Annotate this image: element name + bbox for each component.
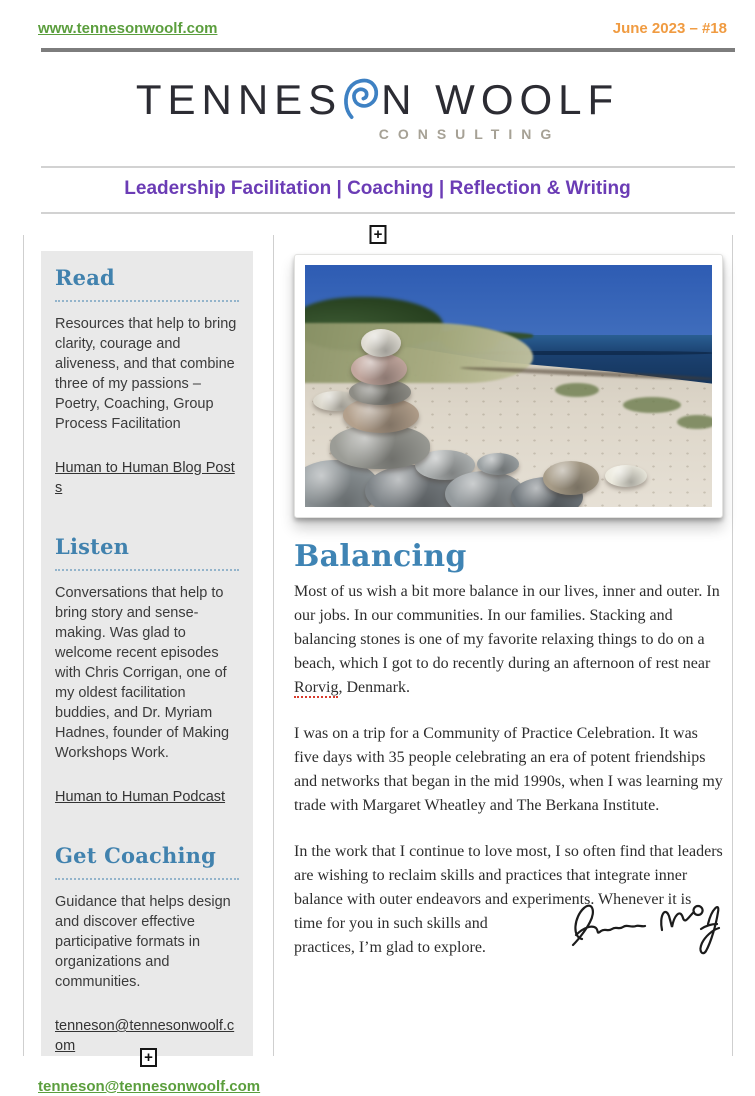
sidebar-section-read bbox=[55, 265, 239, 498]
sidebar-section-listen bbox=[55, 534, 239, 807]
dune-grass bbox=[305, 323, 533, 383]
section-body: Guidance that helps design and discover effective participative formats in organizations and communities. bbox=[55, 894, 231, 990]
cairn-stone bbox=[351, 353, 407, 385]
header-bar bbox=[0, 0, 755, 48]
article-title: Balancing bbox=[294, 539, 467, 574]
misspelled-word: Rorvig bbox=[294, 679, 339, 696]
logo-subtitle: CONSULTING bbox=[378, 126, 561, 142]
section-body: Conversations that help to bring story and sense-making. Was glad to welcome recent episodes with Chris Corrigan, one of my oldest facilitation buddies, and Dr. Myriam Hadnes, founder of Making Workshops Work. bbox=[55, 585, 230, 761]
article-paragraph: I was on a trip for a Community of Practice Celebration. It was five days with 35 people celebrating an era of potent friendships and networks that began in the mid 1990s, when I was learning my trade with Margaret Wheatley and The Berkana Institute. bbox=[294, 725, 723, 814]
website-link[interactable]: www.tennesonwoolf.com bbox=[38, 20, 218, 37]
issue-date-label: June 2023 – #18 bbox=[612, 20, 727, 37]
section-heading: Read bbox=[55, 265, 239, 302]
sidebar bbox=[41, 251, 253, 1056]
paragraph-text: Most of us wish a bit more balance in our lives, inner and outer. In our jobs. In our communities. In our families. Stacking and balancing stones is one of my favorite relaxing things to do on a beach, which I got to do recently during an afternoon of rest near bbox=[294, 583, 720, 672]
logo bbox=[0, 72, 755, 142]
grass-tuft bbox=[623, 397, 681, 413]
article-column bbox=[274, 235, 732, 1056]
paragraph-text: , Denmark. bbox=[338, 679, 410, 696]
section-heading: Listen bbox=[55, 534, 239, 571]
grass-tuft bbox=[677, 415, 712, 429]
beach-stone bbox=[477, 453, 519, 475]
grass-tuft bbox=[555, 383, 599, 397]
footer-email-link[interactable]: tenneson@tennesonwoolf.com bbox=[38, 1078, 261, 1095]
blog-posts-link[interactable]: Human to Human Blog Posts bbox=[55, 460, 235, 496]
beach-photo-scene bbox=[305, 265, 712, 507]
expand-section-icon[interactable]: + bbox=[370, 225, 387, 244]
paragraph-text: In the work that I continue to love most, I so often find that leaders are wishing to reclaim skills and practices that integrate inner balance with outer endeavors and experiments. Whenever it is time for you in such skills and bbox=[294, 843, 723, 932]
sidebar-column bbox=[24, 235, 274, 1056]
article-paragraph bbox=[294, 580, 723, 700]
cairn-top-stone bbox=[361, 329, 401, 357]
section-body: Resources that help to bring clarity, courage and aliveness, and that combine three of my passions – Poetry, Coaching, Group Process Facilitation bbox=[55, 316, 237, 432]
paragraph-text: practices, I’m glad to explore. bbox=[294, 939, 486, 956]
email-link[interactable]: tenneson@tennesonwoolf.com bbox=[55, 1018, 235, 1054]
section-heading: Get Coaching bbox=[55, 843, 239, 880]
content-columns bbox=[23, 226, 733, 1066]
beach-stone bbox=[543, 461, 599, 495]
divider-thick bbox=[41, 48, 735, 52]
sidebar-section-get-coaching bbox=[55, 843, 239, 1056]
logo-wordmark bbox=[0, 72, 755, 125]
tagline: Leadership Facilitation | Coaching | Reflection & Writing bbox=[124, 178, 631, 199]
beach-stone bbox=[605, 465, 647, 487]
signature-image bbox=[562, 885, 722, 961]
spiral-logo-icon bbox=[343, 72, 380, 124]
logo-text-left: TENNES bbox=[135, 76, 343, 123]
footer bbox=[38, 1078, 755, 1096]
logo-text-right: N WOOLF bbox=[381, 76, 620, 123]
expand-section-icon[interactable]: + bbox=[140, 1048, 157, 1067]
divider-thin bbox=[41, 212, 735, 214]
podcast-link[interactable]: Human to Human Podcast bbox=[55, 789, 226, 805]
beach-photo bbox=[294, 254, 723, 518]
